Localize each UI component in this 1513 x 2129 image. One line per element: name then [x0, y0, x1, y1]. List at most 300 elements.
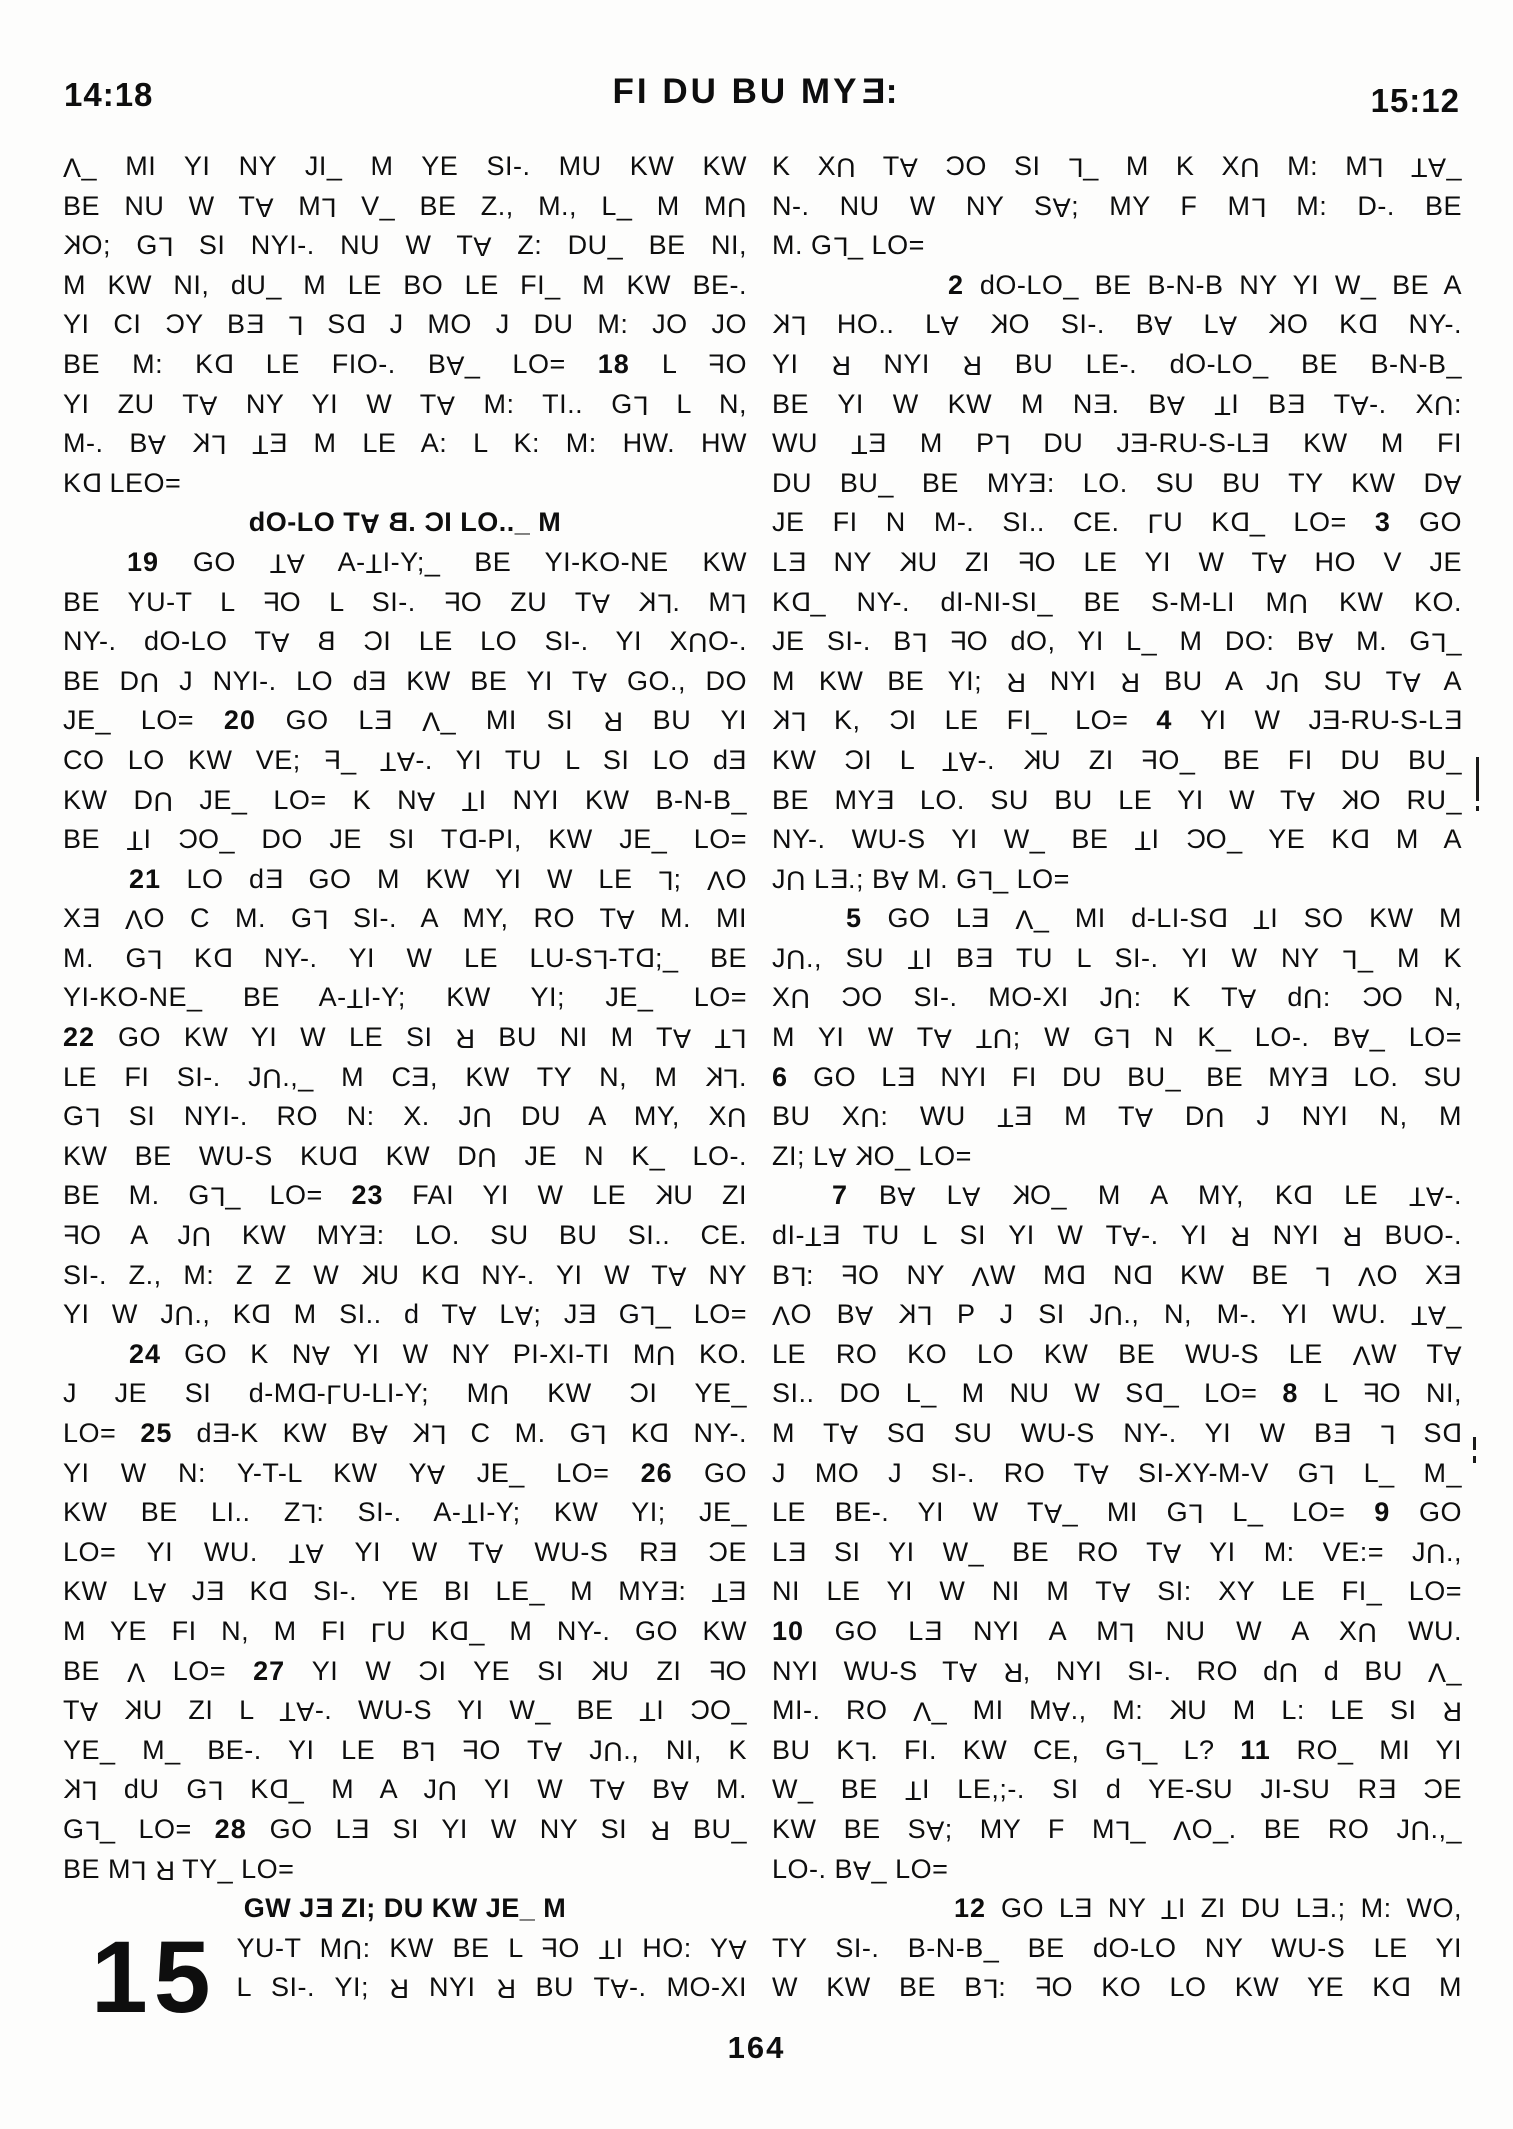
- rotated-letter: L: [1315, 1261, 1331, 1292]
- text-line: BE M. GL_ LO= 23 FAI YI W LE KU ZI: [63, 1176, 747, 1216]
- rotated-letter: L: [731, 1023, 747, 1054]
- rotated-letter: C: [1361, 982, 1382, 1013]
- rotated-letter: A: [1122, 1221, 1142, 1252]
- text-line: J JE SI d-MD-LU-LI-Y; MU KW CI YE_: [63, 1374, 747, 1414]
- rotated-letter: L: [1119, 1617, 1135, 1648]
- rotated-letter: K: [704, 1061, 724, 1092]
- rotated-letter: U: [1204, 1102, 1225, 1133]
- rotated-letter: A: [485, 1538, 504, 1569]
- text-line: BE ML R TY_ LO=: [63, 1850, 747, 1890]
- text-line: XU CO SI-. MO-XI JU: K TA dU: CO N,: [772, 978, 1462, 1018]
- rotated-letter: E: [1074, 1893, 1093, 1924]
- rotated-letter: L: [287, 310, 304, 341]
- rotated-letter: A: [1402, 667, 1422, 698]
- rotated-letter: L: [146, 944, 163, 975]
- rotated-letter: L: [430, 1419, 447, 1450]
- rotated-letter: U: [1433, 390, 1454, 421]
- text-line: J MO J SI-. RO TA SI-XY-M-V GL L_ M_: [772, 1454, 1462, 1494]
- rotated-letter: U: [262, 1063, 283, 1094]
- rotated-letter: K: [1341, 784, 1360, 815]
- text-line: XE VO C M. GL SI-. A MY, RO TA M. MI: [63, 899, 747, 939]
- rotated-letter: E: [373, 705, 393, 736]
- rotated-letter: T: [1253, 904, 1271, 935]
- rotated-letter: L: [84, 1102, 101, 1133]
- rotated-letter: K: [192, 428, 211, 459]
- rotated-letter: L: [640, 1300, 656, 1331]
- rotated-letter: V: [63, 152, 82, 183]
- rotated-letter: E: [1311, 1893, 1330, 1924]
- text-line: YI W N: Y-T-L KW YA JE_ LO= 26 GO: [63, 1454, 747, 1494]
- rotated-letter: E: [971, 903, 990, 934]
- rotated-letter: A: [1112, 1577, 1131, 1608]
- rotated-letter: D: [1066, 1259, 1086, 1290]
- rotated-letter: E: [1443, 1259, 1462, 1290]
- rotated-letter: L: [1067, 152, 1084, 183]
- rotated-letter: T: [379, 746, 397, 777]
- text-line: W KW BE BL: FO KO LO KW YE KD M: [772, 1968, 1462, 2008]
- text-line: NY-. dO-LO TA B CI LE LO SI-. YI XUO-.: [63, 622, 747, 662]
- rotated-letter: D: [1207, 903, 1228, 934]
- rotated-letter: B: [317, 626, 336, 657]
- rotated-letter: K: [360, 1259, 380, 1290]
- rotated-letter: E: [822, 1220, 841, 1251]
- rotated-letter: A: [959, 1657, 978, 1688]
- rotated-letter: V: [1173, 1815, 1192, 1846]
- rotated-letter: C: [689, 1695, 710, 1726]
- rotated-letter: F: [541, 1932, 559, 1963]
- text-line: KW BE WU-S KUD KW DU JE N K_ LO-.: [63, 1137, 747, 1177]
- rotated-letter: L: [592, 944, 609, 975]
- rotated-letter: C: [1185, 824, 1206, 855]
- rotated-letter: L: [790, 1261, 807, 1292]
- rotated-letter: T: [941, 746, 959, 777]
- rotated-letter: T: [1214, 390, 1232, 421]
- rotated-letter: V: [971, 1261, 991, 1292]
- rotated-letter: T: [288, 1538, 306, 1569]
- scan-artifact-dot: [1476, 806, 1479, 811]
- text-line: L SI-. YI; R NYI R BU TA-. MO-XI: [236, 1968, 747, 2008]
- rotated-letter: D: [905, 1418, 926, 1448]
- rotated-letter: K: [899, 546, 918, 577]
- rotated-letter: K: [1268, 309, 1287, 340]
- text-line: SI-. Z., M: Z Z W KU KD NY-. YI W TA NY: [63, 1256, 747, 1296]
- rotated-letter: A: [1090, 1459, 1110, 1490]
- rotated-letter: D: [457, 824, 478, 855]
- rotated-letter: E: [659, 1536, 678, 1567]
- rotated-letter: L: [790, 706, 807, 737]
- rotated-letter: U: [687, 627, 708, 658]
- rotated-letter: A: [1044, 1498, 1063, 1529]
- rotated-letter: T: [997, 1102, 1015, 1133]
- rotated-letter: L: [994, 429, 1011, 460]
- rotated-letter: A: [610, 1973, 630, 2004]
- rotated-letter: A: [1315, 627, 1334, 658]
- rotated-letter: K: [772, 309, 791, 340]
- left-paragraph-1: [63, 147, 747, 503]
- text-line: KL K, CI LE FI_ LO= 4 YI W JE-RU-S-LE: [772, 701, 1462, 741]
- rotated-letter: K: [654, 1180, 674, 1211]
- rotated-letter: A: [1238, 984, 1257, 1015]
- text-line: YI ZU TA NY YI W TA M: TI.. GL L N,: [63, 385, 747, 425]
- rotated-letter: C: [629, 1378, 650, 1409]
- rotated-letter: L: [326, 1380, 342, 1410]
- rotated-letter: A: [255, 192, 274, 223]
- rotated-letter: V: [1015, 904, 1034, 935]
- text-line: KO; GL SI NYI-. NU W TA Z: DU_ BE NI,: [63, 226, 747, 266]
- text-line: YI R NYI R BU LE-. dO-LO_ BE B-N-B_: [772, 345, 1462, 385]
- text-line: NI LE YI W NI M TA SI: XY LE FI_ LO=: [772, 1572, 1462, 1612]
- rotated-letter: T: [975, 1023, 993, 1054]
- rotated-letter: E: [923, 1615, 943, 1646]
- rotated-letter: A: [926, 1815, 945, 1846]
- rotated-letter: A: [199, 390, 218, 421]
- rotated-letter: L: [632, 390, 649, 421]
- rotated-letter: C: [708, 1536, 729, 1567]
- rotated-letter: L: [207, 1775, 224, 1806]
- rotated-letter: R: [495, 1973, 516, 2004]
- rotated-letter: D: [251, 1299, 272, 1330]
- rotated-letter: K: [990, 309, 1009, 340]
- text-line: M YE FI N, M FI LU KD_ M NY-. GO KW: [63, 1612, 747, 1652]
- rotated-letter: E: [368, 665, 387, 696]
- scan-artifact-mark: [1473, 1456, 1476, 1463]
- rotated-letter: A: [828, 1142, 848, 1173]
- rotated-letter: A: [853, 1855, 872, 1886]
- text-line: FO A JU KW MYE: LO. SU BU SI.. CE.: [63, 1216, 747, 1256]
- rotated-letter: A: [855, 1300, 874, 1331]
- rotated-letter: C: [945, 151, 966, 181]
- text-line: 2 dO-LO_ BE B-N-B NY YI W_ BE A: [948, 269, 1462, 300]
- rotated-letter: A: [1052, 1696, 1071, 1727]
- rotated-letter: U: [790, 984, 811, 1015]
- rotated-letter: T: [269, 548, 287, 579]
- rotated-letter: V: [422, 706, 441, 737]
- rotated-letter: A: [544, 1736, 563, 1767]
- rotated-letter: E: [205, 1576, 225, 1607]
- rotated-letter: A: [1443, 1340, 1462, 1371]
- rotated-letter: A: [369, 1419, 389, 1450]
- text-column-left: [63, 147, 748, 2034]
- rotated-letter: L: [832, 231, 849, 262]
- rotated-letter: A: [1351, 1023, 1370, 1054]
- chapter-start-block: [63, 1919, 747, 2034]
- rotated-letter: U: [1278, 1657, 1299, 1688]
- text-line: YI CI CY BE L SD J MO J DU M: JO JO: [63, 305, 747, 345]
- text-line: BE MYE LO. SU BU LE YI W TA KO RU_: [772, 781, 1462, 821]
- text-line: M KW BE YI; R NYI R BU A JU SU TA A: [772, 662, 1462, 702]
- rotated-letter: A: [1163, 1538, 1182, 1569]
- rotated-letter: K: [1168, 1695, 1188, 1726]
- rotated-letter: D: [267, 1576, 288, 1607]
- rotated-letter: L: [1114, 1815, 1131, 1846]
- text-line: KW LA JE KD SI-. YE BI LE_ M MYE: TE: [63, 1572, 747, 1612]
- rotated-letter: A: [670, 1775, 690, 1806]
- text-line: LE RO KO LO KW BE WU-S LE VW TA: [772, 1335, 1462, 1375]
- rotated-letter: L: [81, 1775, 98, 1806]
- rotated-letter: T: [346, 984, 364, 1015]
- rotated-letter: A: [1166, 390, 1186, 421]
- rotated-letter: F: [1141, 744, 1159, 775]
- rotated-letter: D: [649, 1418, 670, 1448]
- text-line: 5 GO LE V_ MI d-LI-SD TI SO KW M: [772, 899, 1462, 939]
- rotated-letter: K: [638, 586, 657, 617]
- rotated-letter: E: [1322, 705, 1341, 736]
- rotated-letter: U: [139, 667, 160, 698]
- rotated-letter: U: [992, 1023, 1013, 1054]
- page-number: 164: [727, 2030, 786, 2065]
- text-line: 12 GO LE NY TI ZI DU LE.; M: WO,: [772, 1889, 1462, 1929]
- rotated-letter: A: [588, 667, 608, 698]
- rotated-letter: A: [591, 588, 611, 619]
- text-column-right: [772, 147, 1462, 2008]
- text-line: DU BU_ BE MYE: LO. SU BU TY KW DA: [772, 464, 1462, 504]
- rotated-letter: A: [426, 1459, 446, 1490]
- text-line: LO-. BA_ LO=: [772, 1850, 1462, 1890]
- text-line: BU KL. FI. KW CE, GL_ L? 11 RO_ MI YI: [772, 1731, 1462, 1771]
- rotated-letter: L: [131, 1855, 147, 1886]
- rotated-letter: D: [345, 309, 366, 340]
- rotated-letter: D: [81, 467, 102, 498]
- rotated-letter: L: [1319, 1459, 1335, 1490]
- text-line: GL SI NYI-. RO N: X. JU DU A MY, XU: [63, 1097, 747, 1137]
- rotated-letter: C: [844, 744, 865, 775]
- rotated-letter: D: [1390, 1972, 1411, 2003]
- text-line: LE BE-. YI W TA_ MI GL L_ LO= 9 GO: [772, 1493, 1462, 1533]
- text-line: KW DU JE_ LO= K NA TI NYI KW B-N-B_: [63, 781, 747, 821]
- rotated-letter: F: [708, 1655, 726, 1686]
- rotated-letter: T: [598, 1934, 616, 1965]
- rotated-letter: E: [1251, 428, 1270, 459]
- rotated-letter: C: [177, 824, 198, 855]
- rotated-letter: D: [1357, 309, 1378, 340]
- rotated-letter: D: [268, 1774, 289, 1805]
- text-line: 10 GO LE NYI A ML NU W A XU WU.: [772, 1612, 1462, 1652]
- rotated-letter: A: [311, 1340, 331, 1371]
- rotated-letter: E: [859, 72, 886, 111]
- rotated-letter: U: [786, 865, 806, 896]
- rotated-letter: U: [1240, 152, 1261, 183]
- rotated-letter: U: [1113, 984, 1134, 1015]
- rotated-letter: A: [728, 1934, 747, 1965]
- rotated-letter: E: [974, 942, 994, 973]
- text-line: KL dU GL KD_ M A JU YI W TA BA M.: [63, 1770, 747, 1810]
- rotated-letter: L: [1250, 192, 1267, 223]
- scan-artifact-mark: [1473, 1437, 1476, 1450]
- rotated-letter: E: [875, 784, 895, 815]
- text-line: 21 LO dE GO M KW YI W LE L; VO: [63, 860, 747, 900]
- text-line: LE NY KU ZI FO LE YI W TA HO V JE: [772, 543, 1462, 583]
- rotated-letter: U: [836, 152, 857, 183]
- text-line: BE DU J NYI-. LO dE KW BE YI TA GO., DO: [63, 662, 747, 702]
- rotated-letter: A: [1350, 390, 1370, 421]
- rotated-letter: L: [210, 429, 227, 460]
- rotated-letter: L: [1368, 152, 1384, 183]
- rotated-letter: K: [1011, 1180, 1031, 1211]
- rotated-letter: A: [933, 1023, 953, 1054]
- rotated-letter: K: [772, 705, 791, 736]
- rotated-letter: D: [1132, 1259, 1153, 1290]
- rotated-letter: L: [723, 1063, 739, 1094]
- rotated-letter: D: [790, 586, 811, 617]
- rotated-letter: A: [606, 1775, 626, 1806]
- right-paragraphs: [772, 147, 1462, 2008]
- rotated-letter: F: [443, 586, 461, 617]
- rotated-letter: L: [916, 1300, 933, 1331]
- text-line: 6 GO LE NYI FI DU BU_ BE MYE LO. SU: [772, 1058, 1462, 1098]
- text-line: MI-. RO V_ MI MA., M: KU M L: LE SI R: [772, 1691, 1462, 1731]
- text-line: BE TI CO_ DO JE SI TD-PI, KW JE_ LO=: [63, 820, 747, 860]
- rotated-letter: F: [708, 348, 726, 379]
- rotated-letter: F: [262, 586, 280, 617]
- rotated-letter: E: [1028, 467, 1047, 498]
- rotated-letter: A: [148, 1577, 167, 1608]
- rotated-letter: V: [1352, 1340, 1372, 1371]
- text-line: W_ BE TI LE,;-. SI d YE-SU JI-SU RE CE: [772, 1770, 1462, 1810]
- text-line: JE FI N M-. SI.. CE. LU KD_ LO= 3 GO: [772, 503, 1462, 543]
- chapter-number: 15: [91, 1919, 217, 2034]
- rotated-letter: R: [1442, 1696, 1462, 1727]
- section-heading: [63, 503, 747, 543]
- rotated-letter: R: [1341, 1221, 1362, 1252]
- rotated-letter: A: [1268, 548, 1288, 579]
- chapter-first-lines: [236, 1929, 747, 2008]
- rotated-letter: R: [1229, 1221, 1250, 1252]
- heading-line: dO-LO TA B. CI LO.._ M: [63, 503, 747, 543]
- rotated-letter: E: [868, 428, 887, 459]
- rotated-letter: L: [790, 310, 807, 341]
- heading-line: GW JE ZI; DU KW JE_ M: [63, 1889, 747, 1929]
- text-line: LE SI YI W_ BE RO TA YI M: VE:= JU.,: [772, 1533, 1462, 1573]
- rotated-letter: F: [462, 1734, 480, 1765]
- rotated-letter: A: [1218, 310, 1238, 341]
- rotated-letter: U: [153, 786, 174, 817]
- rotated-letter: E: [245, 309, 265, 340]
- rotated-letter: L: [1379, 1419, 1396, 1450]
- rotated-letter: C: [424, 507, 445, 538]
- rotated-letter: F: [1017, 546, 1035, 577]
- rotated-letter: D: [439, 1259, 460, 1290]
- rotated-letter: U: [1279, 667, 1300, 698]
- rotated-letter: K: [855, 1140, 874, 1171]
- rotated-letter: A: [473, 231, 492, 262]
- rotated-letter: T: [1410, 1300, 1428, 1331]
- text-line: NY-. WU-S YI W_ BE TI CO_ YE KD M A: [772, 820, 1462, 860]
- rotated-letter: E: [212, 1418, 231, 1448]
- rotated-letter: R: [962, 350, 983, 381]
- text-line: LO= 25 dE-K KW BA KL C M. GL KD NY-.: [63, 1414, 747, 1454]
- left-paragraphs-2: [63, 543, 747, 1889]
- rotated-letter: D: [212, 942, 233, 973]
- rotated-letter: E: [411, 1061, 430, 1092]
- rotated-letter: U: [477, 1142, 498, 1173]
- text-line: LO= YI WU. TA YI W TA WU-S RE CE: [63, 1533, 747, 1573]
- text-line: M TA SD SU WU-S NY-. YI W BE L SD: [772, 1414, 1462, 1454]
- text-line: JU LE.; BA M. GL_ LO=: [772, 860, 1462, 900]
- text-line: KW BE LI.. ZL: SI-. A-TI-Y; KW YI; JE_: [63, 1493, 747, 1533]
- rotated-letter: A: [897, 1182, 916, 1213]
- text-line: M. GL KD NY-. YI W LE LU-SL-TD;_ BE: [63, 939, 747, 979]
- rotated-letter: R: [602, 706, 623, 737]
- text-line: M YI W TA TU; W GL N K_ LO-. BA_ LO=: [772, 1018, 1462, 1058]
- rotated-letter: L: [1342, 944, 1359, 975]
- rotated-letter: T: [461, 1498, 479, 1529]
- rotated-letter: R: [650, 1815, 671, 1846]
- rotated-letter: D: [1229, 507, 1250, 538]
- rotated-letter: R: [830, 350, 851, 381]
- rotated-letter: L: [1430, 627, 1447, 658]
- rotated-letter: U: [1410, 1815, 1431, 1846]
- rotated-letter: U: [489, 1380, 510, 1410]
- rotated-letter: K: [1022, 744, 1042, 775]
- rotated-letter: R: [1120, 667, 1141, 698]
- rotated-letter: E: [1377, 1774, 1397, 1805]
- rotated-letter: L: [420, 1736, 436, 1767]
- rotated-letter: E: [787, 1536, 807, 1567]
- rotated-letter: E: [1309, 1061, 1329, 1092]
- header-verse-ref-right: 15:12: [1370, 82, 1460, 119]
- rotated-letter: V: [127, 1657, 146, 1688]
- rotated-letter: T: [907, 944, 925, 975]
- rotated-letter: A: [839, 1419, 859, 1450]
- header-verse-ref-left: 14:18: [64, 76, 154, 113]
- rotated-letter: V: [125, 904, 144, 935]
- text-line: BE M: KD LE FIO-. BA_ LO= 18 L FO: [63, 345, 747, 385]
- rotated-letter: A: [1427, 152, 1447, 183]
- rotated-letter: A: [286, 548, 306, 579]
- rotated-letter: K: [898, 1299, 917, 1330]
- rotated-letter: U: [437, 1775, 458, 1806]
- rotated-letter: L: [1126, 1736, 1143, 1767]
- text-line: SI.. DO L_ M NU W SD_ LO= 8 L FO NI,: [772, 1374, 1462, 1414]
- text-line: BL: FO NY VW MD ND KW BE L VO XE: [772, 1256, 1462, 1296]
- rotated-letter: T: [714, 1023, 732, 1054]
- rotated-letter: A: [396, 746, 416, 777]
- rotated-letter: E: [358, 1220, 377, 1251]
- rotated-letter: A: [458, 1300, 477, 1331]
- rotated-letter: L: [911, 627, 928, 658]
- text-line: KW CI L TA-. KU ZI FO_ BE FI DU BU_: [772, 741, 1462, 781]
- rotated-letter: E: [351, 1813, 370, 1844]
- rotated-letter: R: [455, 1023, 476, 1054]
- rotated-letter: A: [899, 152, 919, 183]
- rotated-letter: U: [1288, 588, 1309, 619]
- rotated-letter: L: [982, 1973, 999, 2004]
- rotated-letter: F: [63, 1220, 80, 1251]
- rotated-letter: C: [888, 705, 909, 736]
- rotated-letter: U: [655, 1340, 676, 1371]
- text-line: 22 GO KW YI W LE SI R BU NI M TA TL: [63, 1018, 747, 1058]
- rotated-letter: A: [668, 1261, 687, 1292]
- rotated-letter: A: [305, 1538, 325, 1569]
- rotated-letter: U: [1302, 984, 1323, 1015]
- rotated-letter: U: [860, 1102, 881, 1133]
- rotated-letter: A: [436, 390, 456, 421]
- text-line: KD LEO=: [63, 464, 747, 504]
- rotated-letter: D: [635, 942, 655, 973]
- rotated-letter: A: [958, 746, 978, 777]
- rotated-letter: E: [1286, 388, 1306, 419]
- rotated-letter: E: [787, 546, 807, 577]
- rotated-letter: A: [1425, 1182, 1445, 1213]
- rotated-letter: U: [472, 1102, 493, 1133]
- rotated-letter: T: [1408, 1182, 1426, 1213]
- rotated-letter: A: [962, 1182, 981, 1213]
- text-line: CO LO KW VE; F_ TA-. YI TU L SI LO dE: [63, 741, 747, 781]
- rotated-letter: L: [731, 588, 747, 619]
- rotated-letter: A: [890, 865, 910, 896]
- rotated-letter: L: [370, 1617, 387, 1648]
- rotated-letter: L: [209, 1182, 226, 1213]
